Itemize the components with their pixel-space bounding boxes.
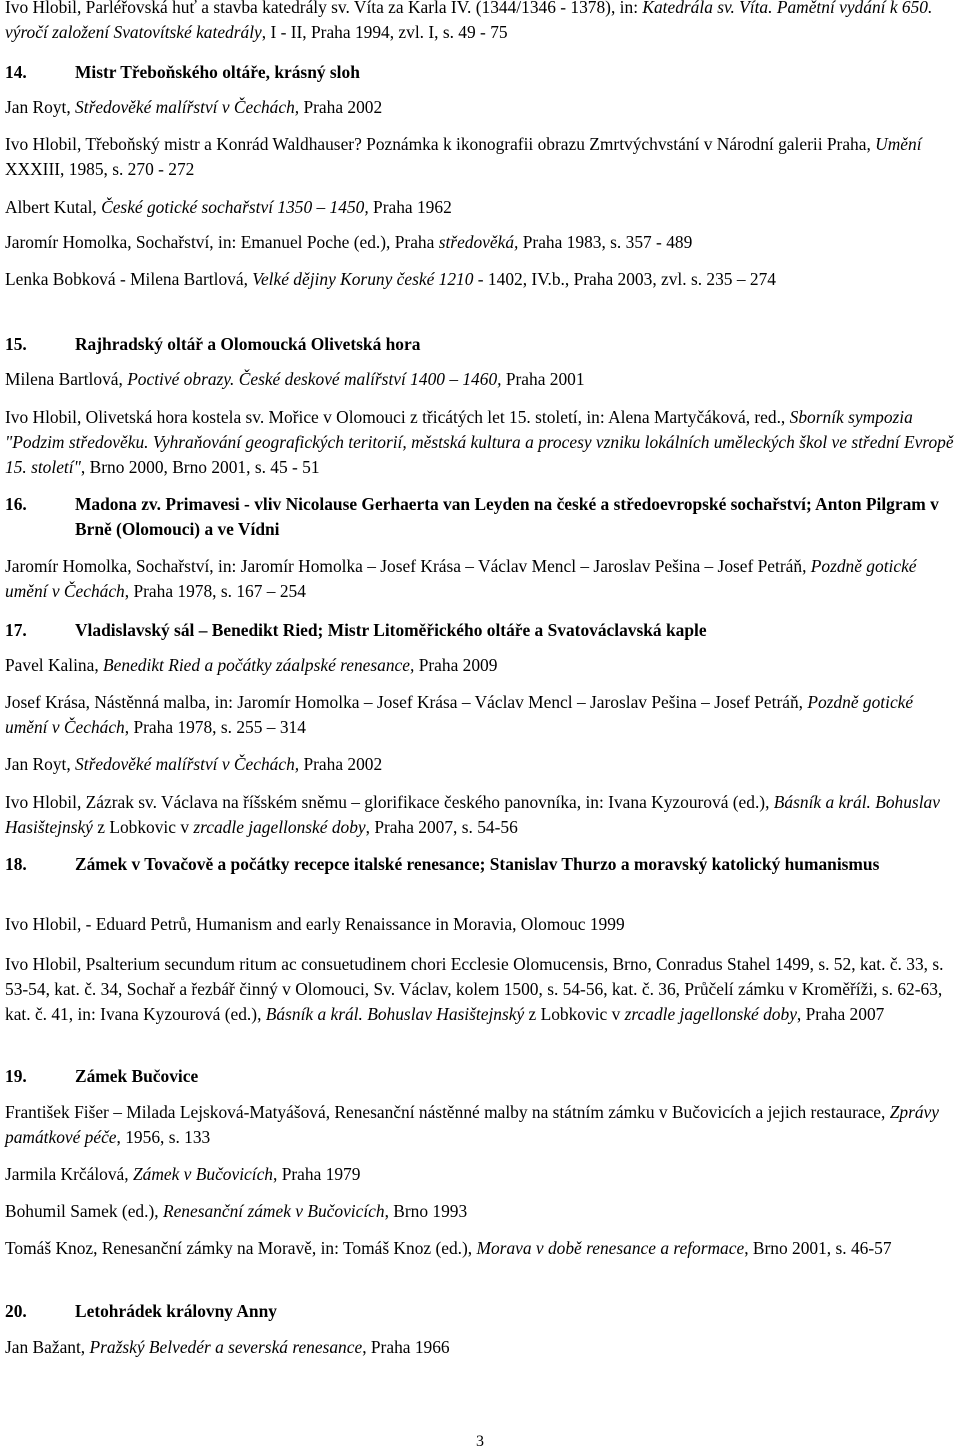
entry-text: , Praha 1966 [362,1337,450,1357]
section-heading [5,852,955,877]
section-title: Mistr Třeboňského oltáře, krásný sloh [75,62,360,82]
entry-text: Praha 2002 [299,754,383,774]
entry-title-italic: Středověké malířství v Čechách, [75,97,300,117]
entry-text: Josef Krása, Nástěnná malba, in: Jaromír Homolka – Josef Krása – Václav Mencl – Jaroslav Pešina – Josef Petráň, [5,692,808,712]
section-number: 19. [5,1066,27,1086]
entry-text: z Lobkovic v [524,1004,625,1024]
entry-text: , Brno 1993 [384,1201,468,1221]
entry-text: Praha 1983, s. 357 - 489 [518,232,693,252]
bibliography-entry [5,952,955,1027]
entry-title-italic: Pozdně gotické umění v Čechách [5,556,917,601]
entry-title-italic: Benedikt Ried a počátky záalpské renesance, [103,655,415,675]
entry-title-italic: zrcadle jagellonské doby [193,817,366,837]
bibliography-entry [5,790,955,840]
section-heading [5,1064,955,1089]
bibliography-entry [5,690,955,740]
entry-text: Praha 2009 [414,655,498,675]
bibliography-entry [5,267,955,292]
entry-text: Jarmila Krčálová, [5,1164,133,1184]
entry-text: Ivo Hlobil, Zázrak sv. Václava na říšském sněmu – glorifikace českého panovníka, in: Ivana Kyzourová (ed.), [5,792,774,812]
entry-text: Bohumil Samek (ed.), [5,1201,163,1221]
entry-text: , Praha 2007 [796,1004,885,1024]
entry-title-italic: Umění [875,134,922,154]
bibliography-entry [5,653,955,678]
section-number: 18. [5,854,27,874]
section-number: 20. [5,1301,27,1321]
bibliography-entry [5,1236,955,1261]
entry-text: , Praha 1978, s. 255 – 314 [124,717,306,737]
entry-title-italic: Středověké malířství v Čechách, [75,754,300,774]
entry-text: Pavel Kalina, [5,655,104,675]
entry-text: Ivo Hlobil, Psalterium secundum ritum ac consuetudinem chori Ecclesie Olomucensis, Brno, Conradus Stahel 1499, s. 52, kat. č. 33, s. 53-54, kat. č. 34, Sochař a řezbář činný v Olomouci, Sv. Václav, kolem 1500, s. 54-56, kat. č. 36, Průčelí zámku v Kroměříži, s. 62-63, kat. č. 41, in: Ivana Kyzourová (ed.), [5,954,944,1024]
bibliography-entry [5,230,955,255]
entry-text: Ivo Hlobil, Olivetská hora kostela sv. Mořice v Olomouci z třicátých let 15. století, in: Alena Martyčáková, red., [5,407,790,427]
entry-title-italic: Pražský Belvedér a severská renesance [89,1337,363,1357]
entry-text: z Lobkovic v [92,817,194,837]
entry-text: , Brno 2001, s. 46-57 [744,1238,892,1258]
section-title: Letohrádek královny Anny [75,1301,277,1321]
entry-text: , Brno 2000, Brno 2001, s. 45 - 51 [80,457,320,477]
bibliography-entry [5,554,955,604]
entry-title-italic: Velké dějiny Koruny české 1210 [252,269,474,289]
bibliography-entry [5,195,955,220]
entry-title-italic: zrcadle jagellonské doby [624,1004,797,1024]
entry-text: Jan Royt, [5,754,76,774]
bibliography-entry [5,367,955,392]
section-number: 17. [5,620,27,640]
entry-text: , Praha 2007, s. 54-56 [365,817,518,837]
entry-title-italic: Poctivé obrazy. České deskové malířství 1400 – 1460, [127,369,502,389]
entry-title-italic: Renesanční zámek v Bučovicích [162,1201,385,1221]
entry-title-italic: České gotické sochařství 1350 – 1450, [101,197,369,217]
bibliography-entry [5,1335,955,1360]
entry-text: Ivo Hlobil, Třeboňský mistr a Konrád Waldhauser? Poznámka k ikonografii obrazu Zmrtvýchvstání v Národní galerii Praha, [5,134,876,154]
section-heading [5,332,955,357]
entry-title-italic: Básník a král. Bohuslav Hasištejnský [265,1004,525,1024]
bibliography-entry [5,752,955,777]
entry-title-italic: Morava v době renesance a reformace [476,1238,745,1258]
section-title: Madona zv. Primavesi - vliv Nicolause Gerhaerta van Leyden na české a středoevropské sochařství; Anton Pilgram v Brně (Olomouci) a ve Vídni [75,494,939,539]
entry-title-italic: Sborník sympozia "Podzim středověku. Vyhraňování geografických teritorií, městská kultura a procesy vzniku lokálních uměleckých škol ve střední Evropě 15. století" [5,407,954,477]
bibliography-entry [5,1199,955,1224]
entry-text: , I - II, Praha 1994, zvl. I, s. 49 - 75 [261,22,508,42]
entry-text: - 1402, IV.b., Praha 2003, zvl. s. 235 – 274 [473,269,776,289]
entry-title-italic: Zprávy památkové péče [5,1102,939,1147]
section-number: 16. [5,494,27,514]
section-heading [5,1299,955,1324]
bibliography-entry [5,1100,955,1150]
section-title: Zámek Bučovice [75,1066,199,1086]
entry-text: Ivo Hlobil, Parléřovská huť a stavba katedrály sv. Víta za Karla IV. (1344/1346 - 1378), in: [5,0,643,17]
entry-text: Praha 1962 [368,197,452,217]
section-title: Vladislavský sál – Benedikt Ried; Mistr Litoměřického oltáře a Svatováclavská kaple [75,620,707,640]
entry-text: Praha 2002 [299,97,383,117]
entry-text: XXXIII, 1985, s. 270 - 272 [5,159,195,179]
entry-title-italic: středověká, [438,232,519,252]
section-heading [5,492,955,542]
section-heading [5,60,955,85]
page-number: 3 [476,1433,484,1450]
bibliography-entry [5,405,955,480]
bibliography-entry [5,912,955,937]
section-title: Rajhradský oltář a Olomoucká Olivetská hora [75,334,421,354]
entry-text: Milena Bartlová, [5,369,128,389]
entry-text: Praha 2001 [501,369,585,389]
entry-title-italic: Básník a král. Bohuslav Hasištejnský [5,792,940,837]
entry-text: Tomáš Knoz, Renesanční zámky na Moravě, in: Tomáš Knoz (ed.), [5,1238,477,1258]
section-number: 15. [5,334,27,354]
section-number: 14. [5,62,27,82]
entry-text: Jaromír Homolka, Sochařství, in: Emanuel Poche (ed.), Praha [5,232,439,252]
bibliography-entry [5,1162,955,1187]
section-heading [5,618,955,643]
entry-text: Jan Royt, [5,97,76,117]
entry-text: Jan Bažant, [5,1337,90,1357]
bibliography-entry [5,132,955,182]
entry-text: Albert Kutal, [5,197,102,217]
entry-text: , Praha 1978, s. 167 – 254 [124,581,306,601]
entry-text: , Praha 1979 [273,1164,361,1184]
section-title: Zámek v Tovačově a počátky recepce italské renesance; Stanislav Thurzo a moravský katolický humanismus [75,854,880,874]
entry-text: Lenka Bobková - Milena Bartlová, [5,269,253,289]
bibliography-entry [5,0,955,45]
entry-text: Jaromír Homolka, Sochařství, in: Jaromír Homolka – Josef Krása – Václav Mencl – Jaroslav Pešina – Josef Petráň, [5,556,811,576]
entry-title-italic: Zámek v Bučovicích [132,1164,273,1184]
entry-title-italic: Pozdně gotické umění v Čechách [5,692,914,737]
bibliography-entry [5,95,955,120]
entry-text: Ivo Hlobil, - Eduard Petrů, Humanism and early Renaissance in Moravia, Olomouc 1999 [5,914,625,934]
entry-text: František Fišer – Milada Lejsková-Matyášová, Renesanční nástěnné malby na státním zámku v Bučovicích a jejich restaurace, [5,1102,890,1122]
entry-title-italic: Katedrála sv. Víta. Pamětní vydání k 650. výročí založení Svatovítské katedrály [5,0,933,42]
entry-text: , 1956, s. 133 [116,1127,211,1147]
